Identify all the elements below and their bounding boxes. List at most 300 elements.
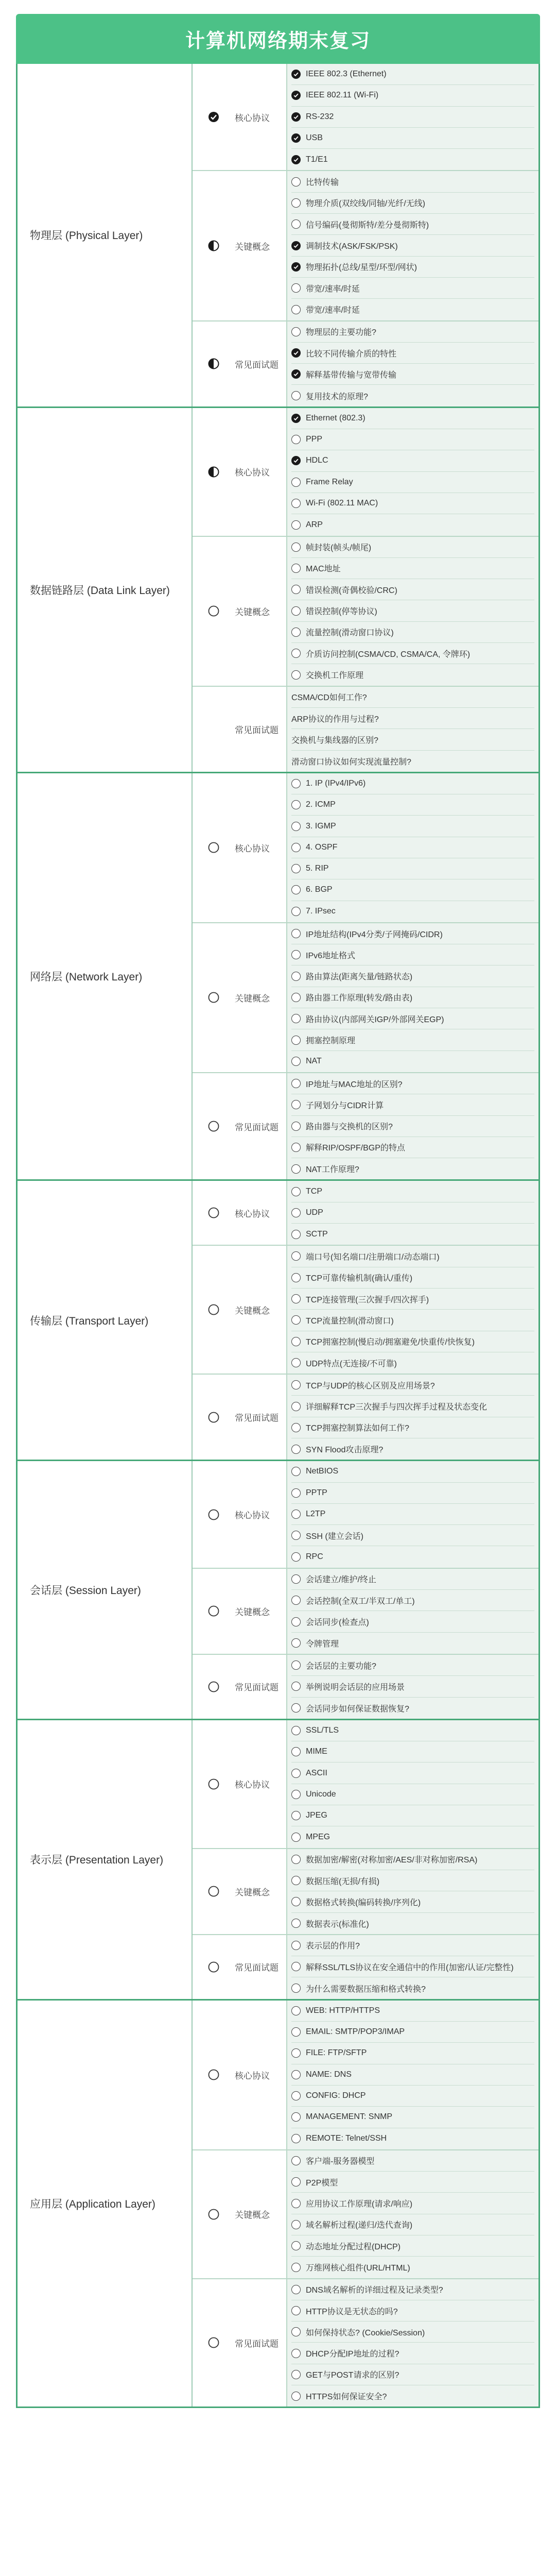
checklist-item[interactable] xyxy=(291,1805,534,1826)
unchecked-icon[interactable] xyxy=(291,2370,301,2379)
unchecked-icon[interactable] xyxy=(291,1941,301,1950)
category-group xyxy=(193,1181,538,1460)
checklist-item[interactable] xyxy=(291,171,534,192)
checklist-item-label: PPTP xyxy=(306,1488,327,1497)
checklist-item[interactable] xyxy=(291,2001,534,2022)
layer-name: 传输层 (Transport Layer) xyxy=(18,1181,193,1460)
checklist-item[interactable] xyxy=(291,1504,534,1525)
checklist-item[interactable] xyxy=(291,1935,534,1956)
unchecked-icon[interactable] xyxy=(291,1510,301,1519)
checklist-item-label: TCP xyxy=(306,1187,322,1196)
checklist-item[interactable] xyxy=(291,493,534,514)
checklist-item[interactable] xyxy=(291,1611,534,1632)
category-row xyxy=(193,2149,538,2278)
checklist-item[interactable] xyxy=(291,321,534,343)
checklist-item[interactable] xyxy=(291,2235,534,2257)
checklist-item[interactable] xyxy=(291,537,534,558)
checklist-item[interactable] xyxy=(291,64,534,85)
checklist xyxy=(287,923,538,1072)
layer-name: 应用层 (Application Layer) xyxy=(18,2001,193,2407)
checklist-item[interactable] xyxy=(291,1741,534,1762)
unchecked-icon[interactable] xyxy=(291,950,301,959)
checked-icon[interactable] xyxy=(291,133,301,143)
unchecked-icon[interactable] xyxy=(291,1811,301,1820)
category-label: 关键概念 xyxy=(235,2210,270,2221)
checked-icon[interactable] xyxy=(291,262,301,272)
checklist-item[interactable] xyxy=(291,364,534,385)
checklist-item[interactable] xyxy=(291,1375,534,1396)
unchecked-icon[interactable] xyxy=(291,2285,301,2294)
unchecked-icon[interactable] xyxy=(291,1143,301,1152)
checklist xyxy=(287,1461,538,1567)
checklist-item[interactable] xyxy=(291,1310,534,1331)
checklist-item[interactable] xyxy=(291,773,534,794)
checklist-item[interactable] xyxy=(291,2300,534,2321)
unchecked-icon[interactable] xyxy=(291,1638,301,1648)
unchecked-icon[interactable] xyxy=(291,1984,301,1993)
checklist-item[interactable] xyxy=(291,2279,534,2300)
checklist-item-label: IP地址与MAC地址的区别? xyxy=(306,1080,403,1089)
unchecked-icon[interactable] xyxy=(291,1552,301,1562)
checklist-item[interactable] xyxy=(291,2172,534,2193)
unchecked-icon[interactable] xyxy=(291,327,301,336)
unchecked-icon[interactable] xyxy=(291,219,301,229)
checklist-item[interactable] xyxy=(291,923,534,944)
checklist-item-label: 域名解析过程(递归/迭代查询) xyxy=(306,2221,413,2230)
checklist-item-label: ARP xyxy=(306,520,323,529)
category-label: 核心协议 xyxy=(235,1511,270,1521)
unchecked-icon[interactable] xyxy=(291,2048,301,2058)
unchecked-icon[interactable] xyxy=(291,2070,301,2079)
unchecked-icon[interactable] xyxy=(291,1574,301,1584)
checklist-item[interactable] xyxy=(291,1956,534,1977)
unchecked-icon[interactable] xyxy=(291,1187,301,1196)
checklist-item-label: 为什么需要数据压缩和格式转换? xyxy=(306,1985,426,1994)
unchecked-icon[interactable] xyxy=(291,1617,301,1626)
empty-circle-icon xyxy=(208,992,219,1003)
checklist-item[interactable] xyxy=(291,1137,534,1158)
checklist-item[interactable] xyxy=(291,2321,534,2343)
unchecked-icon[interactable] xyxy=(291,1790,301,1799)
checked-icon[interactable] xyxy=(291,456,301,465)
checklist-item[interactable] xyxy=(291,2150,534,2172)
checklist-item[interactable] xyxy=(291,1331,534,1352)
checklist-item-label: P2P模型 xyxy=(306,2178,338,2188)
checklist-item[interactable] xyxy=(291,429,534,450)
category-row xyxy=(193,536,538,686)
unchecked-icon[interactable] xyxy=(291,2263,301,2272)
checklist-item[interactable] xyxy=(291,257,534,278)
unchecked-icon[interactable] xyxy=(291,1358,301,1367)
checklist-item[interactable] xyxy=(291,987,534,1008)
checklist-item-label: 比较不同传输介质的特性 xyxy=(306,349,397,359)
unchecked-icon[interactable] xyxy=(291,2156,301,2165)
checklist-item-label: PPP xyxy=(306,435,323,444)
checked-icon[interactable] xyxy=(291,369,301,379)
checklist-item[interactable] xyxy=(291,1461,534,1482)
unchecked-icon[interactable] xyxy=(291,1488,301,1498)
checked-icon[interactable] xyxy=(291,91,301,100)
layer-name: 物理层 (Physical Layer) xyxy=(18,64,193,406)
checklist-item[interactable] xyxy=(291,708,534,729)
checklist-item[interactable] xyxy=(291,193,534,214)
unchecked-icon[interactable] xyxy=(291,2392,301,2401)
checklist-item[interactable] xyxy=(291,643,534,664)
checklist xyxy=(287,1073,538,1179)
checklist-item[interactable] xyxy=(291,1246,534,1267)
checklist xyxy=(287,537,538,686)
checklist-item[interactable] xyxy=(291,579,534,600)
checklist-item[interactable] xyxy=(291,235,534,256)
unchecked-icon[interactable] xyxy=(291,391,301,400)
checklist-item[interactable] xyxy=(291,1655,534,1676)
checklist-item[interactable] xyxy=(291,1977,534,1998)
checklist-item[interactable] xyxy=(291,622,534,643)
layer-name: 表示层 (Presentation Layer) xyxy=(18,1720,193,1999)
checklist-item[interactable] xyxy=(291,1224,534,1245)
empty-circle-icon xyxy=(208,2209,219,2220)
checklist xyxy=(287,1655,538,1719)
checklist-item[interactable] xyxy=(291,1720,534,1741)
category-cell xyxy=(193,773,287,922)
unchecked-icon[interactable] xyxy=(291,435,301,444)
unchecked-icon[interactable] xyxy=(291,1445,301,1454)
unchecked-icon[interactable] xyxy=(291,1682,301,1691)
unchecked-icon[interactable] xyxy=(291,499,301,508)
checklist-item[interactable] xyxy=(291,1870,534,1891)
layer-row xyxy=(18,1719,538,1999)
checklist-item[interactable] xyxy=(291,1546,534,1567)
checklist-item[interactable] xyxy=(291,1396,534,1417)
checklist-item[interactable] xyxy=(291,2107,534,2128)
half-circle-icon xyxy=(208,466,219,478)
checklist-item[interactable] xyxy=(291,1590,534,1611)
checklist-item[interactable] xyxy=(291,1051,534,1072)
category-row xyxy=(193,1461,538,1567)
category-label: 核心协议 xyxy=(235,2071,270,2081)
unchecked-icon[interactable] xyxy=(291,822,301,831)
checklist-item[interactable] xyxy=(291,1676,534,1697)
checklist-item[interactable] xyxy=(291,514,534,535)
category-row xyxy=(193,2001,538,2149)
category-label: 常见面试题 xyxy=(235,1963,279,1973)
category-cell xyxy=(193,1246,287,1374)
checklist-item[interactable] xyxy=(291,1891,534,1912)
checklist-item-label: 介质访问控制(CSMA/CD, CSMA/CA, 令牌环) xyxy=(306,650,471,659)
checklist-item[interactable] xyxy=(291,2064,534,2086)
empty-circle-icon xyxy=(208,1304,219,1315)
empty-circle-icon xyxy=(208,1207,219,1218)
checklist-item[interactable] xyxy=(291,2128,534,2149)
unchecked-icon[interactable] xyxy=(291,1100,301,1109)
unchecked-icon[interactable] xyxy=(291,1919,301,1928)
unchecked-icon[interactable] xyxy=(291,305,301,314)
checklist-item[interactable] xyxy=(291,2214,534,2235)
unchecked-icon[interactable] xyxy=(291,2177,301,2187)
checklist-item[interactable] xyxy=(291,901,534,922)
checklist-item-label: 带宽/速率/时延 xyxy=(306,284,360,294)
unchecked-icon[interactable] xyxy=(291,779,301,788)
checklist-item[interactable] xyxy=(291,1073,534,1094)
checklist-item[interactable] xyxy=(291,2364,534,2385)
checklist-item[interactable] xyxy=(291,1202,534,1224)
checklist-item-label: 路由算法(距离矢量/链路状态) xyxy=(306,973,413,982)
checklist-item-label: 6. BGP xyxy=(306,885,333,894)
unchecked-icon[interactable] xyxy=(291,520,301,530)
unchecked-icon[interactable] xyxy=(291,478,301,487)
category-label: 核心协议 xyxy=(235,843,270,854)
empty-circle-icon xyxy=(208,1121,219,1132)
checklist-item[interactable] xyxy=(291,2022,534,2043)
unchecked-icon[interactable] xyxy=(291,1294,301,1303)
checklist-item[interactable] xyxy=(291,1267,534,1289)
checklist-item-label: 详细解释TCP三次握手与四次挥手过程及状态变化 xyxy=(306,1403,488,1412)
unchecked-icon[interactable] xyxy=(291,543,301,552)
checklist-item[interactable] xyxy=(291,729,534,750)
checklist-item[interactable] xyxy=(291,944,534,965)
checklist-item-label: TCP可靠传输机制(确认/重传) xyxy=(306,1274,413,1283)
checklist-item-label: IP地址结构(IPv4分类/子网掩码/CIDR) xyxy=(306,930,443,939)
checklist-item-label: FILE: FTP/SFTP xyxy=(306,2048,367,2058)
unchecked-icon[interactable] xyxy=(291,2220,301,2229)
checklist-item[interactable] xyxy=(291,408,534,429)
checked-icon[interactable] xyxy=(291,112,301,122)
checklist-item[interactable] xyxy=(291,85,534,106)
unchecked-icon[interactable] xyxy=(291,1057,301,1066)
layer-row xyxy=(18,64,538,406)
unchecked-icon[interactable] xyxy=(291,843,301,852)
checklist-item[interactable] xyxy=(291,385,534,406)
category-row xyxy=(193,1934,538,1999)
checklist-item[interactable] xyxy=(291,1913,534,1934)
unchecked-icon[interactable] xyxy=(291,885,301,894)
checklist-item[interactable] xyxy=(291,1698,534,1719)
checklist-item[interactable] xyxy=(291,1826,534,1848)
checklist-item[interactable] xyxy=(291,299,534,320)
unchecked-icon[interactable] xyxy=(291,907,301,916)
checklist-item[interactable] xyxy=(291,1289,534,1310)
unchecked-icon[interactable] xyxy=(291,972,301,981)
checklist-item[interactable] xyxy=(291,965,534,987)
checklist-item-label: 会话同步(检查点) xyxy=(306,1618,369,1628)
category-row xyxy=(193,408,538,536)
checklist-item[interactable] xyxy=(291,472,534,493)
category-label: 关键概念 xyxy=(235,1887,270,1897)
unchecked-icon[interactable] xyxy=(291,1747,301,1756)
checklist-item[interactable] xyxy=(291,149,534,170)
unchecked-icon[interactable] xyxy=(291,1769,301,1778)
checked-icon[interactable] xyxy=(291,348,301,358)
checklist-item[interactable] xyxy=(291,278,534,299)
checklist-item-label: 路由协议(内部网关IGP/外部网关EGP) xyxy=(306,1015,444,1024)
unchecked-icon[interactable] xyxy=(291,2091,301,2100)
checklist-item[interactable] xyxy=(291,1008,534,1029)
category-row xyxy=(193,1654,538,1719)
checked-icon[interactable] xyxy=(291,155,301,164)
unchecked-icon[interactable] xyxy=(291,1962,301,1971)
checklist-item-label: IEEE 802.11 (Wi-Fi) xyxy=(306,91,379,100)
checklist-item[interactable] xyxy=(291,558,534,579)
unchecked-icon[interactable] xyxy=(291,2327,301,2336)
unchecked-icon[interactable] xyxy=(291,1897,301,1906)
checklist-item[interactable] xyxy=(291,1633,534,1654)
category-cell xyxy=(193,1461,287,1567)
unchecked-icon[interactable] xyxy=(291,1876,301,1885)
checklist-item[interactable] xyxy=(291,1417,534,1438)
checklist-item-label: 数据加密/解密(对称加密/AES/非对称加密/RSA) xyxy=(306,1856,478,1865)
unchecked-icon[interactable] xyxy=(291,2112,301,2122)
checklist-item[interactable] xyxy=(291,2043,534,2064)
checklist-item-label: TCP与UDP的核心区别及应用场景? xyxy=(306,1381,435,1391)
checklist-item[interactable] xyxy=(291,2343,534,2364)
empty-circle-icon xyxy=(208,1961,219,1973)
checklist-item[interactable] xyxy=(291,1849,534,1870)
checklist-item[interactable] xyxy=(291,1116,534,1137)
checklist-item-label: 数据格式转换(编码转换/序列化) xyxy=(306,1898,421,1907)
checklist-item[interactable] xyxy=(291,600,534,621)
checklist-item-label: IEEE 802.3 (Ethernet) xyxy=(306,70,387,79)
checklist-item[interactable] xyxy=(291,1029,534,1050)
checked-icon[interactable] xyxy=(291,241,301,250)
checklist-item[interactable] xyxy=(291,1784,534,1805)
unchecked-icon[interactable] xyxy=(291,1079,301,1088)
category-label: 关键概念 xyxy=(235,993,270,1004)
checklist-item[interactable] xyxy=(291,687,534,708)
unchecked-icon[interactable] xyxy=(291,1208,301,1217)
checklist-item[interactable] xyxy=(291,816,534,837)
category-row xyxy=(193,1181,538,1245)
unchecked-icon[interactable] xyxy=(291,606,301,616)
unchecked-icon[interactable] xyxy=(291,198,301,208)
review-table xyxy=(16,64,540,2408)
unchecked-icon[interactable] xyxy=(291,1423,301,1432)
unchecked-icon[interactable] xyxy=(291,1467,301,1476)
checklist-item-label: 举例说明会话层的应用场景 xyxy=(306,1683,405,1692)
category-row xyxy=(193,1374,538,1460)
unchecked-icon[interactable] xyxy=(291,1164,301,1174)
unchecked-icon[interactable] xyxy=(291,2006,301,2015)
checklist-item-label: SSL/TLS xyxy=(306,1726,339,1735)
category-cell xyxy=(193,1720,287,1848)
checklist-item-label: 错误检测(奇偶校验/CRC) xyxy=(306,586,397,595)
checklist-item[interactable] xyxy=(291,2385,534,2406)
checked-icon[interactable] xyxy=(291,70,301,79)
unchecked-icon[interactable] xyxy=(291,2349,301,2358)
checklist-item[interactable] xyxy=(291,1525,534,1546)
category-cell xyxy=(193,171,287,320)
category-cell xyxy=(193,2279,287,2407)
unchecked-icon[interactable] xyxy=(291,2241,301,2250)
checklist-item[interactable] xyxy=(291,1158,534,1179)
category-group xyxy=(193,1720,538,1999)
unchecked-icon[interactable] xyxy=(291,177,301,187)
checklist-item[interactable] xyxy=(291,450,534,471)
unchecked-icon[interactable] xyxy=(291,564,301,573)
checklist-item[interactable] xyxy=(291,343,534,364)
checklist-item[interactable] xyxy=(291,751,534,772)
unchecked-icon[interactable] xyxy=(291,800,301,809)
unchecked-icon[interactable] xyxy=(291,283,301,293)
category-row xyxy=(193,1848,538,1934)
empty-circle-icon xyxy=(208,1509,219,1520)
checklist-item[interactable] xyxy=(291,128,534,149)
checklist-item[interactable] xyxy=(291,794,534,816)
unchecked-icon[interactable] xyxy=(291,929,301,938)
unchecked-icon[interactable] xyxy=(291,1014,301,1023)
unchecked-icon[interactable] xyxy=(291,585,301,594)
unchecked-icon[interactable] xyxy=(291,1251,301,1261)
checklist-item[interactable] xyxy=(291,1094,534,1115)
checklist-item[interactable] xyxy=(291,2086,534,2107)
unchecked-icon[interactable] xyxy=(291,670,301,680)
unchecked-icon[interactable] xyxy=(291,2199,301,2208)
unchecked-icon[interactable] xyxy=(291,1380,301,1389)
layer-row xyxy=(18,1460,538,1719)
unchecked-icon[interactable] xyxy=(291,1337,301,1346)
checklist-item[interactable] xyxy=(291,858,534,879)
unchecked-icon[interactable] xyxy=(291,2027,301,2037)
unchecked-icon[interactable] xyxy=(291,1402,301,1411)
unchecked-icon[interactable] xyxy=(291,628,301,637)
unchecked-icon[interactable] xyxy=(291,1315,301,1325)
checklist-item-label: CONFIG: DHCP xyxy=(306,2091,366,2100)
checklist-item-label: 会话建立/维护/终止 xyxy=(306,1575,376,1585)
checklist xyxy=(287,1849,538,1934)
checklist-item[interactable] xyxy=(291,1438,534,1460)
category-cell xyxy=(193,923,287,1072)
checklist-item[interactable] xyxy=(291,837,534,858)
unchecked-icon[interactable] xyxy=(291,1036,301,1045)
unchecked-icon[interactable] xyxy=(291,993,301,1002)
unchecked-icon[interactable] xyxy=(291,1596,301,1605)
unchecked-icon[interactable] xyxy=(291,1833,301,1842)
unchecked-icon[interactable] xyxy=(291,1726,301,1735)
checklist-item[interactable] xyxy=(291,107,534,128)
unchecked-icon[interactable] xyxy=(291,864,301,873)
checklist-item[interactable] xyxy=(291,2257,534,2278)
checklist-item[interactable] xyxy=(291,1352,534,1374)
checklist-item[interactable] xyxy=(291,1483,534,1504)
checklist-item[interactable] xyxy=(291,879,534,901)
checklist-item[interactable] xyxy=(291,1762,534,1784)
checklist-item-label: DHCP分配IP地址的过程? xyxy=(306,2350,399,2359)
unchecked-icon[interactable] xyxy=(291,649,301,658)
unchecked-icon[interactable] xyxy=(291,1122,301,1131)
category-cell xyxy=(193,2001,287,2149)
checklist-item-label: 7. IPsec xyxy=(306,907,336,916)
checklist-item-label: 5. RIP xyxy=(306,864,329,873)
unchecked-icon[interactable] xyxy=(291,2134,301,2143)
checklist-item[interactable] xyxy=(291,664,534,685)
checklist-item[interactable] xyxy=(291,1181,534,1202)
unchecked-icon[interactable] xyxy=(291,1273,301,1282)
checklist-item-label: 帧封装(帧头/帧尾) xyxy=(306,544,372,553)
checklist-item-label: 解释基带传输与宽带传输 xyxy=(306,370,397,380)
layer-name: 数据链路层 (Data Link Layer) xyxy=(18,408,193,772)
checklist-item[interactable] xyxy=(291,2193,534,2214)
checked-icon[interactable] xyxy=(291,414,301,423)
checklist-item-label: 表示层的作用? xyxy=(306,1942,360,1951)
unchecked-icon[interactable] xyxy=(291,2306,301,2315)
checklist-item[interactable] xyxy=(291,1569,534,1590)
checklist-item[interactable] xyxy=(291,214,534,235)
category-cell xyxy=(193,1935,287,1999)
unchecked-icon[interactable] xyxy=(291,1531,301,1540)
unchecked-icon[interactable] xyxy=(291,1230,301,1239)
unchecked-icon[interactable] xyxy=(291,1703,301,1713)
unchecked-icon[interactable] xyxy=(291,1855,301,1864)
unchecked-icon[interactable] xyxy=(291,1660,301,1670)
